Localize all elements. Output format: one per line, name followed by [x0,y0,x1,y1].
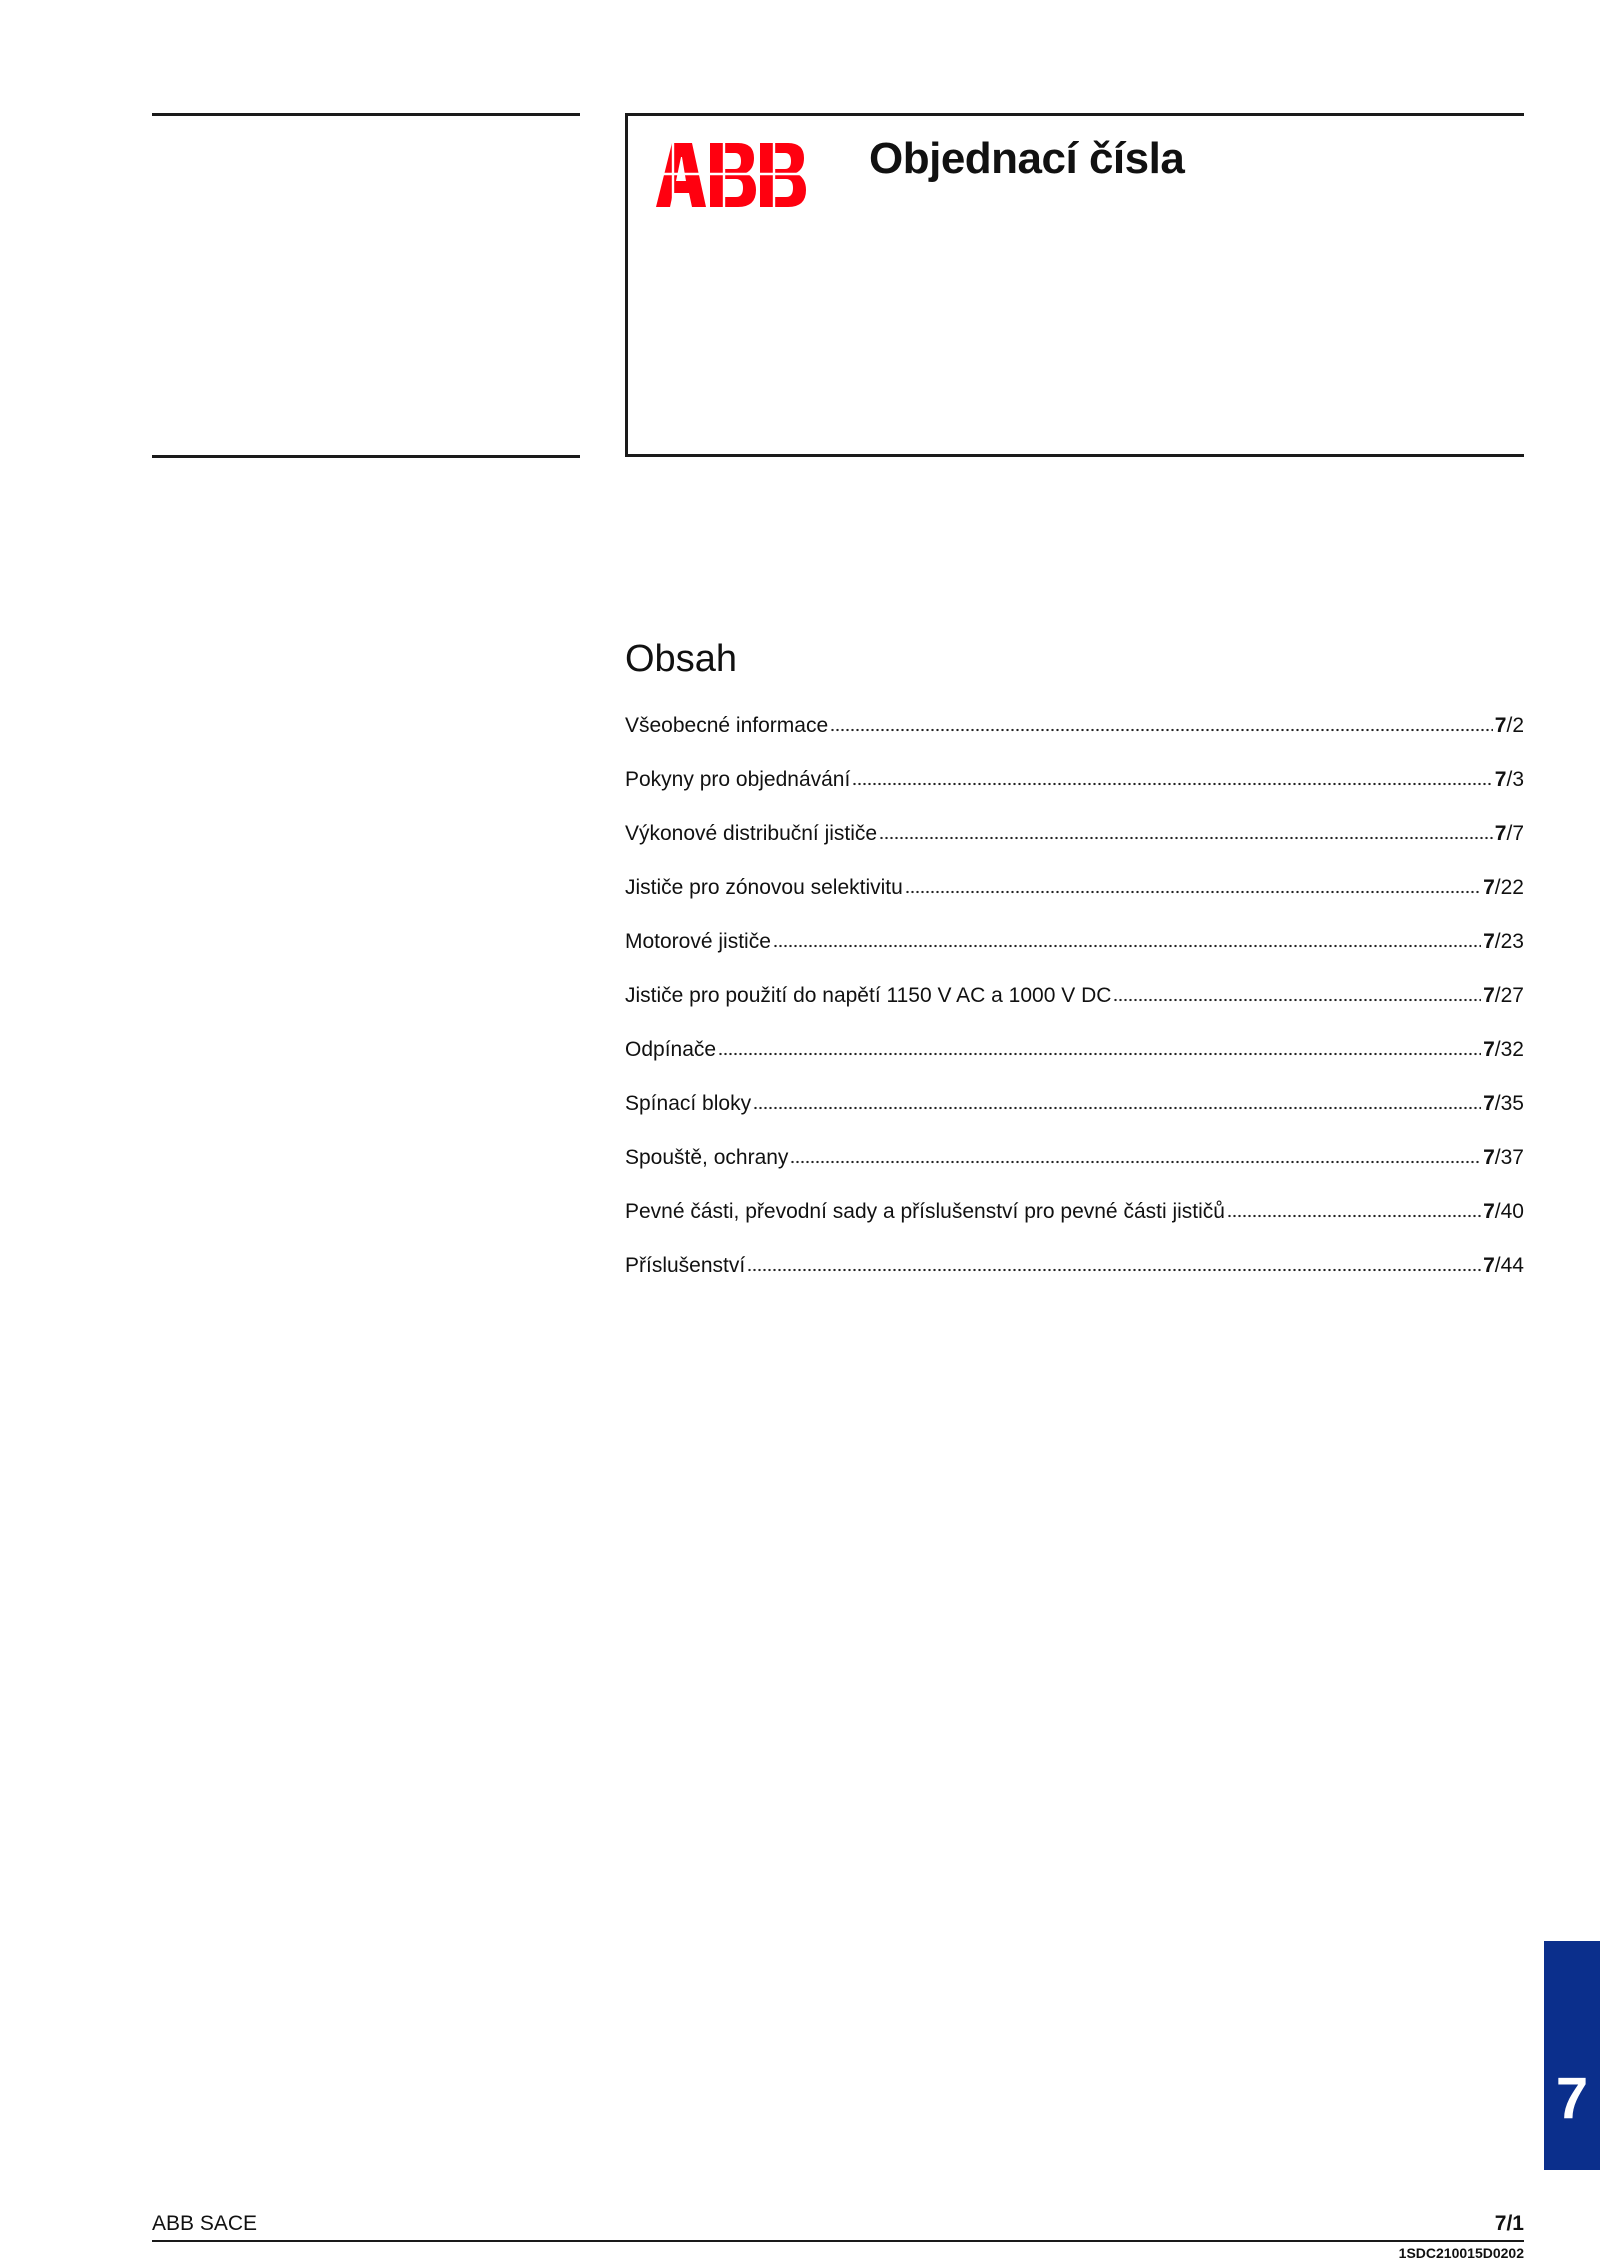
toc-entry-chapter: 7 [1483,1146,1495,1169]
toc-entry-page-number: /2 [1506,714,1524,737]
toc-entry-chapter: 7 [1483,876,1495,899]
toc-entry-page-number: /44 [1494,1254,1524,1277]
toc-entry-page [1483,1254,1524,1278]
contents-heading: Obsah [625,638,737,680]
toc-entry-page [1495,822,1524,846]
toc-leader-dots [1227,1198,1481,1218]
toc-entry-label: Pevné části, převodní sady a příslušenství pro pevné části jističů [625,1200,1225,1223]
toc-entry-page [1483,1200,1524,1224]
toc-leader-dots [852,766,1492,786]
toc-entry-chapter: 7 [1483,984,1495,1007]
footer-company: ABB SACE [152,2212,258,2235]
toc-entry-chapter: 7 [1483,1254,1495,1277]
toc-entry-label: Příslušenství [625,1254,746,1277]
toc-entry[interactable] [625,1144,1524,1198]
left-top-rule [152,113,580,116]
page-title: Objednací čísla [869,134,1185,183]
toc-entry-label: Jističe pro zónovou selektivitu [625,876,903,899]
toc-entry[interactable] [625,712,1524,766]
toc-entry[interactable] [625,1036,1524,1090]
toc-entry-label: Motorové jističe [625,930,771,953]
toc-entry-chapter: 7 [1483,1092,1495,1115]
table-of-contents [625,712,1524,1306]
toc-entry-page-number: /7 [1506,822,1524,845]
toc-leader-dots [747,1252,1481,1272]
toc-entry-page-number: /37 [1494,1146,1524,1169]
toc-entry-page-number: /3 [1506,768,1524,791]
toc-leader-dots [753,1090,1481,1110]
toc-entry-page [1483,1092,1524,1116]
toc-entry-label: Spínací bloky [625,1092,752,1115]
toc-entry-label: Výkonové distribuční jističe [625,822,878,845]
toc-entry-page [1483,876,1524,900]
toc-entry-chapter: 7 [1483,1200,1495,1223]
toc-entry[interactable] [625,1252,1524,1306]
toc-entry-page [1495,714,1524,738]
toc-entry-label: Spouště, ochrany [625,1146,789,1169]
toc-entry-chapter: 7 [1483,930,1495,953]
toc-entry[interactable] [625,1198,1524,1252]
toc-entry-chapter: 7 [1494,768,1507,791]
footer-page-number: 7/1 [1494,2212,1524,2235]
toc-entry-label: Všeobecné informace [625,714,829,737]
toc-entry[interactable] [625,1090,1524,1144]
footer-document-code: 1SDC210015D0202 [1398,2245,1524,2261]
toc-entry-page [1483,984,1524,1008]
toc-entry-page [1495,768,1524,792]
toc-entry[interactable] [625,982,1524,1036]
toc-entry-page-number: /40 [1494,1200,1524,1223]
abb-logo-icon [656,143,809,207]
toc-entry-page-number: /32 [1494,1038,1524,1061]
toc-entry[interactable] [625,820,1524,874]
toc-entry[interactable] [625,874,1524,928]
toc-entry-label: Jističe pro použití do napětí 1150 V AC a 1000 V DC [625,984,1112,1007]
toc-entry-page-number: /35 [1494,1092,1524,1115]
toc-leader-dots [790,1144,1481,1164]
left-bottom-rule [152,455,580,458]
toc-entry[interactable] [625,766,1524,820]
toc-entry-page-number: /22 [1494,876,1524,899]
toc-entry-page-number: /23 [1494,930,1524,953]
toc-entry-page-number: /27 [1494,984,1524,1007]
chapter-tab-label: 7 [1555,2066,1589,2131]
toc-entry-chapter: 7 [1494,714,1507,737]
toc-leader-dots [718,1036,1481,1056]
toc-leader-dots [773,928,1481,948]
toc-entry-page [1483,1146,1524,1170]
toc-entry-chapter: 7 [1483,1038,1495,1061]
toc-entry[interactable] [625,928,1524,982]
toc-entry-label: Odpínače [625,1038,717,1061]
toc-leader-dots [830,712,1493,732]
toc-leader-dots [879,820,1493,840]
toc-entry-chapter: 7 [1494,822,1507,845]
toc-leader-dots [1113,982,1481,1002]
chapter-tab [1544,1941,1600,2170]
toc-entry-page [1483,1038,1524,1062]
toc-leader-dots [905,874,1481,894]
toc-entry-page [1483,930,1524,954]
footer-rule [152,2240,1524,2242]
toc-entry-label: Pokyny pro objednávání [625,768,851,791]
